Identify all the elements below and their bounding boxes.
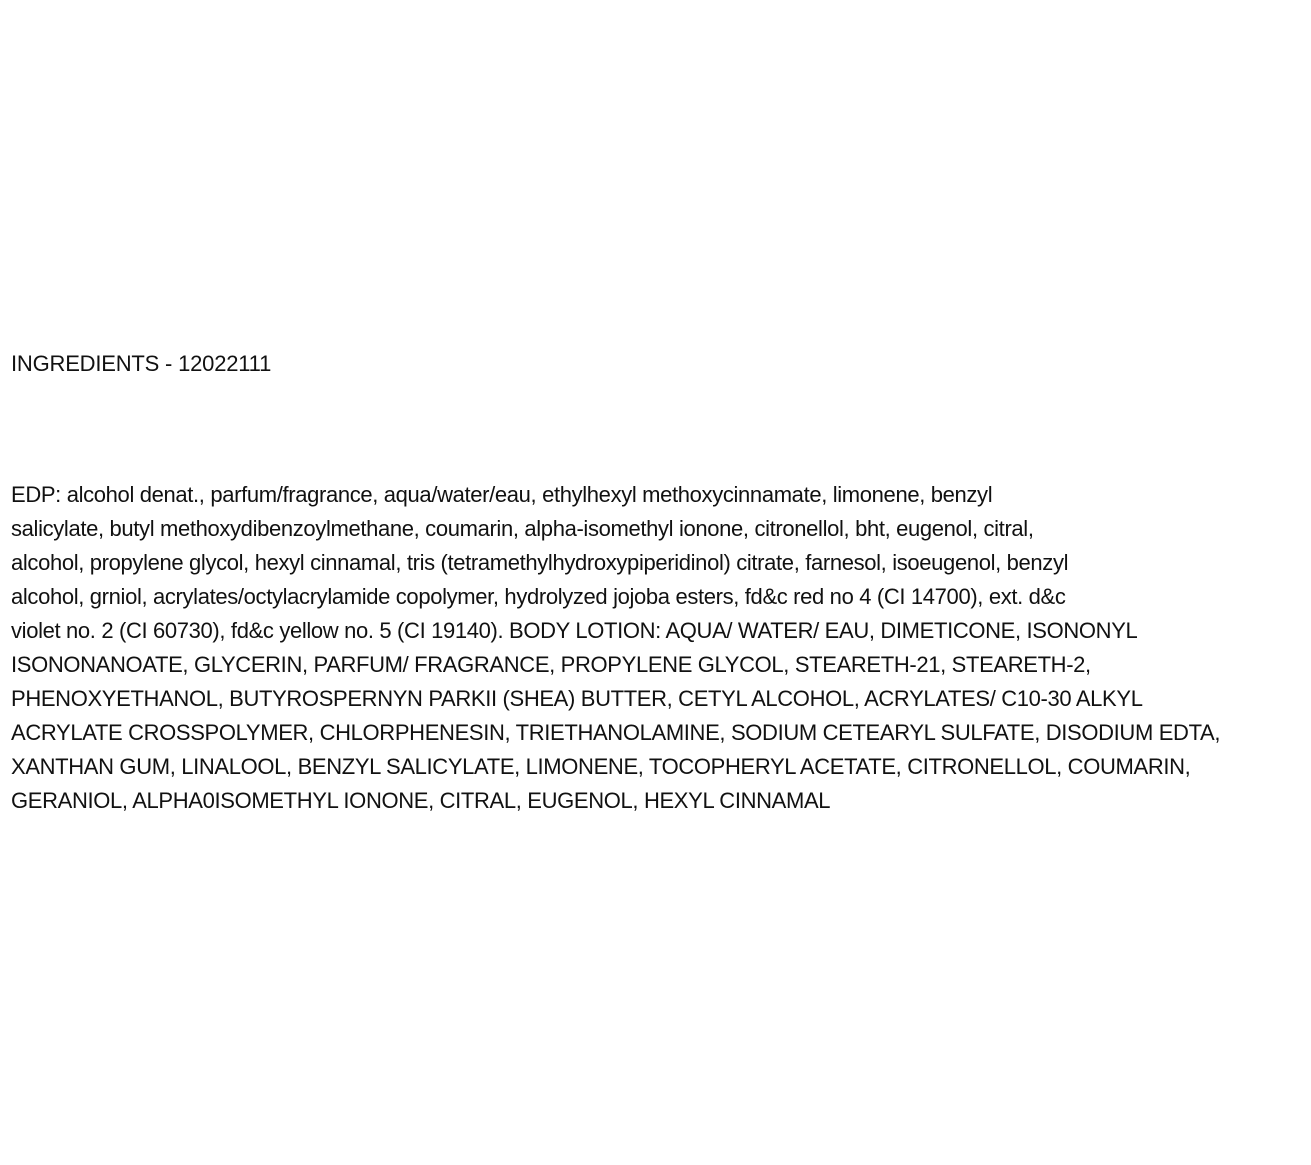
ingredients-heading: INGREDIENTS - 12022111 xyxy=(11,351,272,376)
ingredients-line: alcohol, propylene glycol, hexyl cinnamal, tris (tetramethylhydroxypiperidinol) citrate, farnesol, isoeugenol, benzyl xyxy=(11,550,1069,575)
ingredients-line: GERANIOL, ALPHA0ISOMETHYL IONONE, CITRAL, EUGENOL, HEXYL CINNAMAL xyxy=(11,788,831,813)
ingredients-line: salicylate, butyl methoxydibenzoylmethane, coumarin, alpha-isomethyl ionone, citronellol, bht, eugenol, citral, xyxy=(11,516,1034,541)
ingredients-list xyxy=(11,478,1306,818)
ingredients-line: violet no. 2 (CI 60730), fd&c yellow no. 5 (CI 19140). BODY LOTION: AQUA/ WATER/ EAU, DIMETICONE, ISONONYL xyxy=(11,618,1138,643)
ingredients-line: ACRYLATE CROSSPOLYMER, CHLORPHENESIN, TRIETHANOLAMINE, SODIUM CETEARYL SULFATE, DISODIUM EDTA, xyxy=(11,720,1221,745)
ingredients-line: alcohol, grniol, acrylates/octylacrylamide copolymer, hydrolyzed jojoba esters, fd&c red no 4 (CI 14700), ext. d&c xyxy=(11,584,1066,609)
ingredients-line: EDP: alcohol denat., parfum/fragrance, aqua/water/eau, ethylhexyl methoxycinnamate, limonene, benzyl xyxy=(11,482,993,507)
ingredients-line: PHENOXYETHANOL, BUTYROSPERNYN PARKII (SHEA) BUTTER, CETYL ALCOHOL, ACRYLATES/ C10-30 ALKYL xyxy=(11,686,1143,711)
ingredients-line: ISONONANOATE, GLYCERIN, PARFUM/ FRAGRANCE, PROPYLENE GLYCOL, STEARETH-21, STEARETH-2, xyxy=(11,652,1091,677)
ingredients-line: XANTHAN GUM, LINALOOL, BENZYL SALICYLATE, LIMONENE, TOCOPHERYL ACETATE, CITRONELLOL, COUMARIN, xyxy=(11,754,1191,779)
